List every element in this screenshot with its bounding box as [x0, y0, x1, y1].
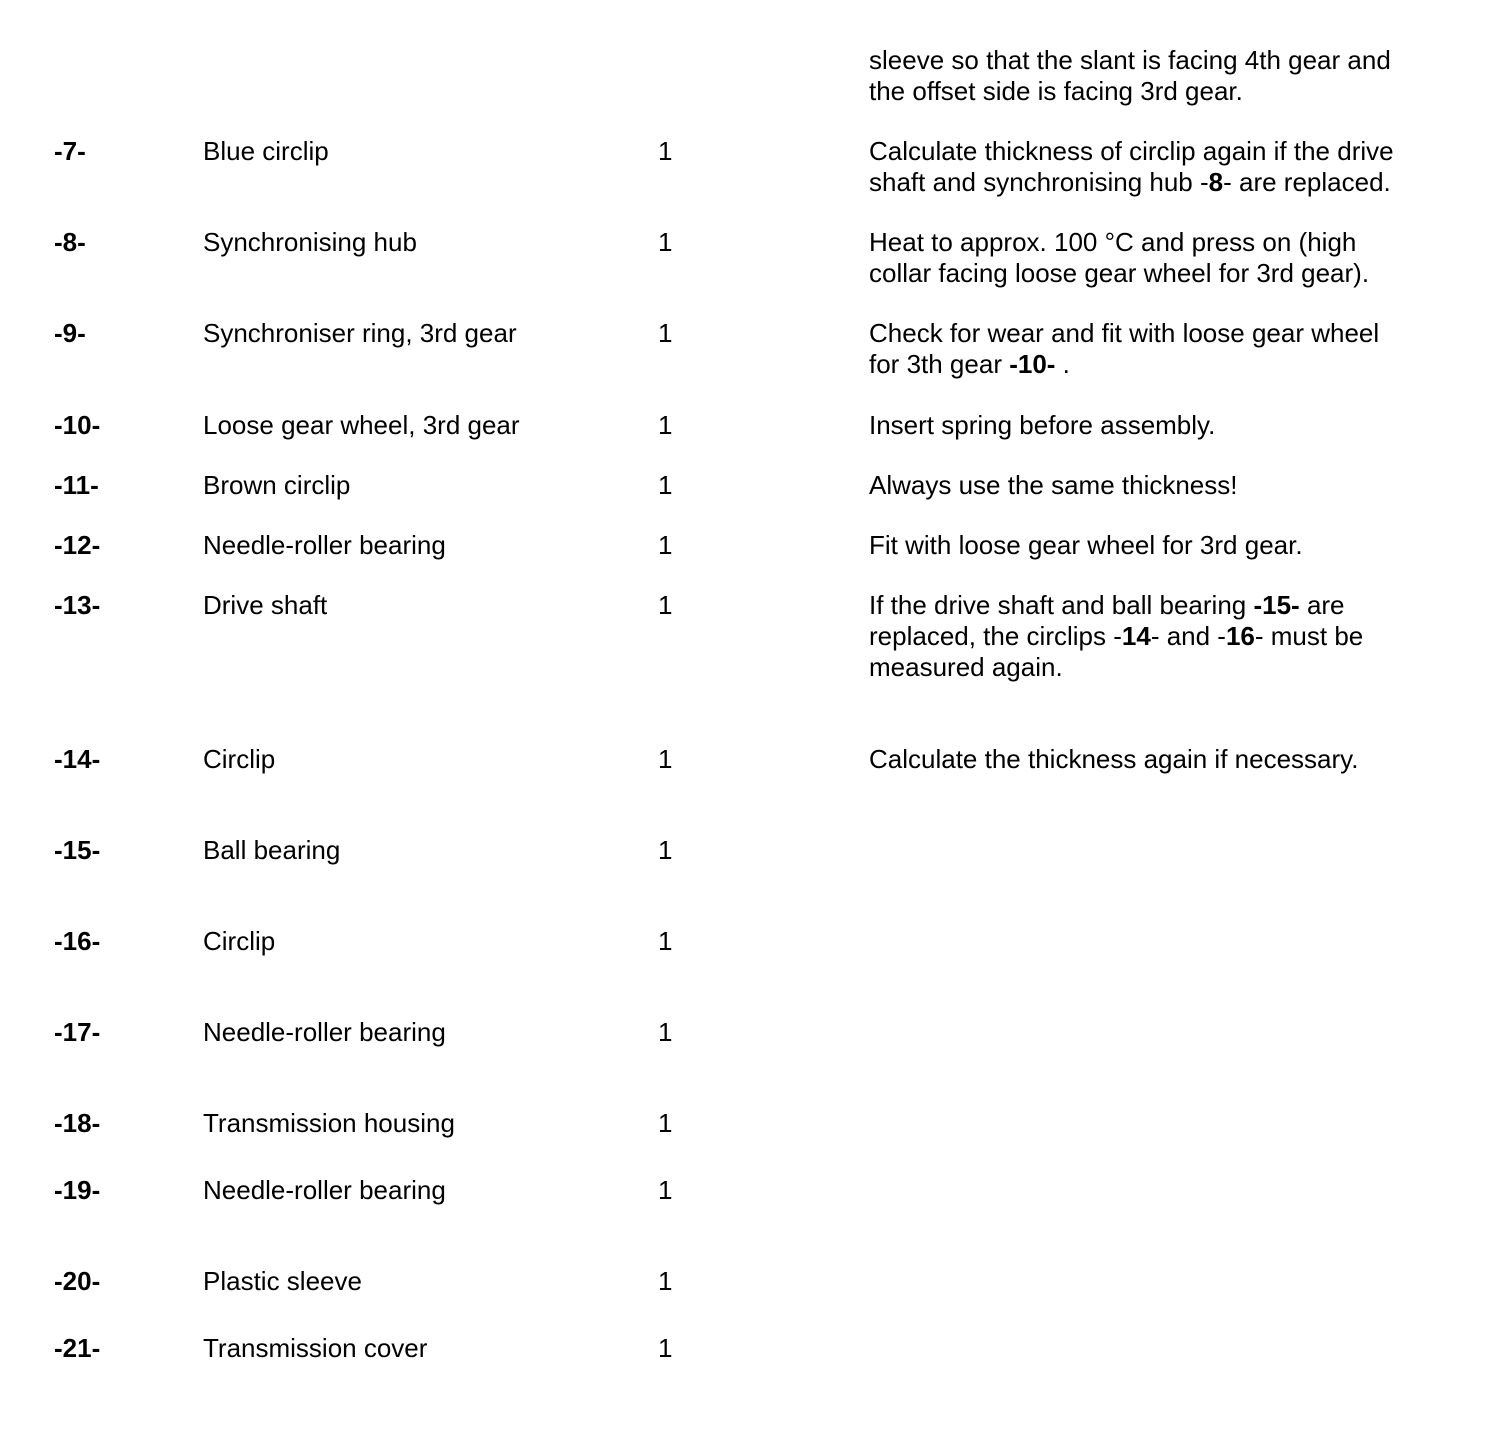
- part-note-line: Calculate the thickness again if necessary.: [869, 744, 1359, 774]
- part-description: Needle-roller bearing: [203, 1175, 446, 1205]
- part-number: -21-: [54, 1333, 101, 1363]
- part-note: [869, 227, 1469, 289]
- part-note: [869, 590, 1469, 683]
- part-number: -12-: [54, 530, 101, 560]
- part-description: Brown circlip: [203, 470, 351, 500]
- part-number: -19-: [54, 1175, 101, 1205]
- part-number: -20-: [54, 1266, 101, 1296]
- part-description: Circlip: [203, 744, 276, 774]
- intro-note-line: the offset side is facing 3rd gear.: [869, 76, 1243, 106]
- part-description: Synchronising hub: [203, 227, 417, 257]
- part-description: Transmission housing: [203, 1108, 455, 1138]
- intro-note-line: sleeve so that the slant is facing 4th gear and: [869, 45, 1391, 75]
- part-note-line: Fit with loose gear wheel for 3rd gear.: [869, 530, 1303, 560]
- part-quantity: 1: [658, 590, 673, 620]
- part-reference: -15-: [1253, 590, 1300, 620]
- part-quantity: 1: [658, 1017, 673, 1047]
- part-note-line: shaft and synchronising hub -8- are replaced.: [869, 167, 1391, 197]
- part-description: Plastic sleeve: [203, 1266, 362, 1296]
- part-reference: 16: [1225, 621, 1255, 651]
- part-quantity: 1: [658, 530, 673, 560]
- part-description: Needle-roller bearing: [203, 530, 446, 560]
- part-quantity: 1: [658, 926, 673, 956]
- part-number: -8-: [54, 227, 86, 257]
- part-description: Synchroniser ring, 3rd gear: [203, 318, 517, 348]
- part-note-line: Check for wear and fit with loose gear wheel: [869, 318, 1380, 348]
- part-note-line: Insert spring before assembly.: [869, 410, 1216, 440]
- part-quantity: 1: [658, 744, 673, 774]
- part-number: -14-: [54, 744, 101, 774]
- part-note-line: Calculate thickness of circlip again if the drive: [869, 136, 1394, 166]
- part-quantity: 1: [658, 835, 673, 865]
- part-quantity: 1: [658, 1333, 673, 1363]
- part-description: Ball bearing: [203, 835, 341, 865]
- part-note: [869, 530, 1469, 561]
- part-description: Blue circlip: [203, 136, 329, 166]
- part-note-line: replaced, the circlips -14- and -16- must be: [869, 621, 1364, 651]
- part-note-line: measured again.: [869, 652, 1063, 682]
- part-note-line: If the drive shaft and ball bearing -15- are: [869, 590, 1345, 620]
- part-description: Drive shaft: [203, 590, 328, 620]
- part-number: -13-: [54, 590, 101, 620]
- part-number: -7-: [54, 136, 86, 166]
- part-note: [869, 318, 1469, 380]
- part-description: Loose gear wheel, 3rd gear: [203, 410, 520, 440]
- part-note: [869, 470, 1469, 501]
- part-number: -16-: [54, 926, 101, 956]
- part-note-line: for 3th gear -10- .: [869, 349, 1070, 379]
- part-description: Circlip: [203, 926, 276, 956]
- part-quantity: 1: [658, 1175, 673, 1205]
- part-quantity: 1: [658, 410, 673, 440]
- part-number: -10-: [54, 410, 101, 440]
- part-quantity: 1: [658, 1108, 673, 1138]
- part-note-line: collar facing loose gear wheel for 3rd gear).: [869, 258, 1370, 288]
- intro-note: [869, 45, 1469, 107]
- part-number: -17-: [54, 1017, 101, 1047]
- part-reference: 8: [1208, 167, 1224, 197]
- part-description: Needle-roller bearing: [203, 1017, 446, 1047]
- part-quantity: 1: [658, 470, 673, 500]
- part-note: [869, 136, 1469, 198]
- part-number: -9-: [54, 318, 86, 348]
- part-quantity: 1: [658, 318, 673, 348]
- part-note: [869, 744, 1469, 775]
- part-quantity: 1: [658, 227, 673, 257]
- part-note: [869, 410, 1469, 441]
- part-number: -18-: [54, 1108, 101, 1138]
- part-note-line: Heat to approx. 100 °C and press on (high: [869, 227, 1357, 257]
- part-note-line: Always use the same thickness!: [869, 470, 1238, 500]
- part-quantity: 1: [658, 1266, 673, 1296]
- part-description: Transmission cover: [203, 1333, 428, 1363]
- part-quantity: 1: [658, 136, 673, 166]
- part-reference: -10-: [1009, 349, 1056, 379]
- part-number: -11-: [54, 470, 99, 500]
- part-reference: 14: [1121, 621, 1151, 651]
- part-number: -15-: [54, 835, 101, 865]
